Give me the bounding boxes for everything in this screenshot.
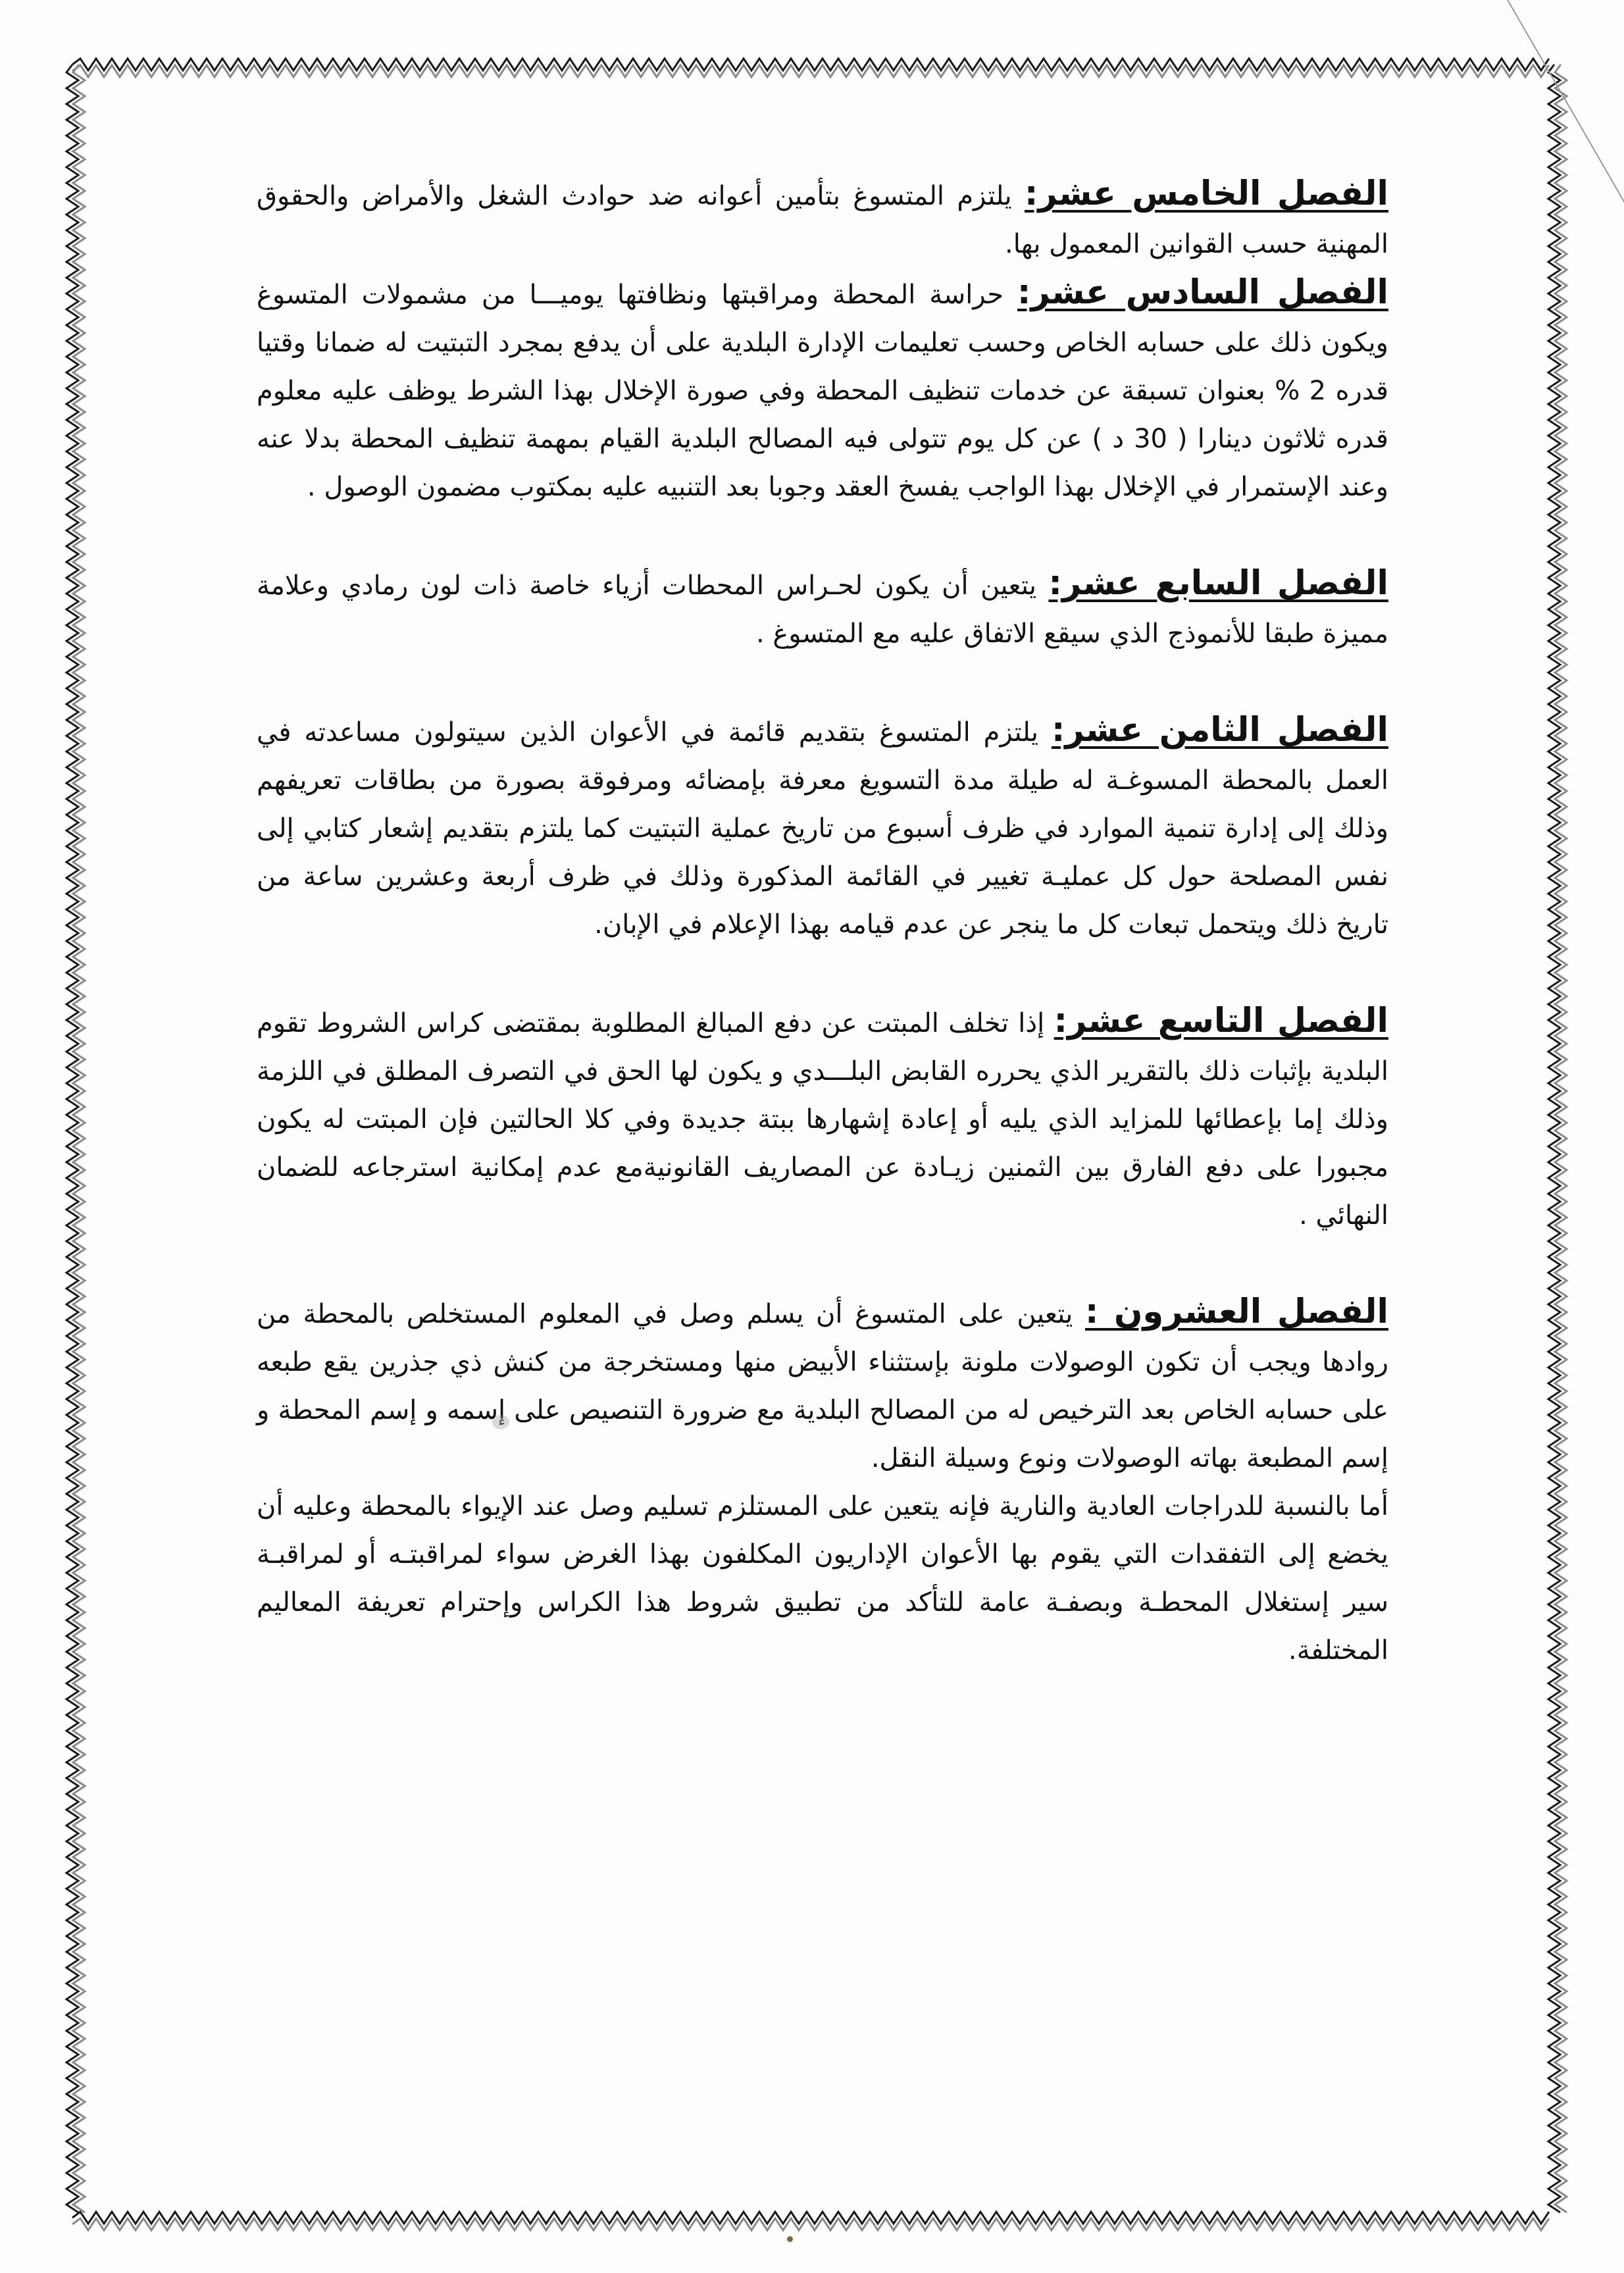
article-text: يلتزم المتسوغ بتأمين أعوانه ضد حوادث الشغل والأمراض والحقوق المهنية حسب القوانين المعمول بها. bbox=[257, 181, 1388, 259]
article-text: أما بالنسبة للدراجات العادية والنارية فإنه يتعين على المستلزم تسليم وصل عند الإيواء بالمحطة وعليه أن يخضع إلى التفقدات التي يقوم بها الأعوان الإداريون المكلفون بهذا الغرض سواء لمراقبتـه أو لمراقبـة سير إستغلال المحطـة وبصفـة عامة للتأكد من تطبيق شروط هذا الكراس وإحترام تعريفة المعاليم المختلفة. bbox=[257, 1491, 1388, 1666]
article-heading: الفصل العشرون : bbox=[1084, 1292, 1388, 1331]
article-text: يتعين على المتسوغ أن يسلم وصل في المعلوم المستخلص بالمحطة من روادها ويجب أن تكون الوصولات ملونة بإستثناء الأبيض منها ومستخرجة من كنش ذي جذرين يقع طبعه على حسابه الخاص بعد الترخيص له من المصالح البلدية مع ضرورة التنصيص على إسمه و إسم المحطة و إسم المطبعة بهاته الوصولات ونوع وسيلة النقل. bbox=[257, 1299, 1388, 1473]
article-15 bbox=[257, 170, 1388, 268]
article-16 bbox=[257, 268, 1388, 511]
article-19 bbox=[257, 997, 1388, 1240]
spacer bbox=[257, 511, 1388, 559]
article-20 bbox=[257, 1288, 1388, 1483]
article-heading: الفصل الثامن عشر: bbox=[1051, 711, 1388, 750]
scan-smudge bbox=[492, 1415, 509, 1429]
article-heading: الفصل التاسع عشر: bbox=[1053, 1002, 1388, 1040]
spacer bbox=[257, 949, 1388, 997]
article-20-continuation bbox=[257, 1483, 1388, 1675]
article-17 bbox=[257, 559, 1388, 658]
spacer bbox=[257, 1240, 1388, 1288]
scan-speck bbox=[787, 2236, 793, 2242]
article-text: حراسة المحطة ومراقبتها ونظافتها يوميـــا من مشمولات المتسوغ ويكون ذلك على حسابه الخاص وحسب تعليمات الإدارة البلدية على أن يدفع بمجرد التبتيت له ضمانا وقتيا قدره 2 % بعنوان تسبقة عن خدمات تنظيف المحطة وفي صورة الإخلال بهذا الشرط يوظف عليه معلوم قدره ثلاثون دينارا ( 30 د ) عن كل يوم تتولى فيه المصالح البلدية القيام بمهمة تنظيف المحطة بدلا عنه وعند الإستمرار في الإخلال بهذا الواجب يفسخ العقد وجوبا بعد التنبيه عليه بمكتوب مضمون الوصول . bbox=[257, 280, 1388, 502]
article-heading: الفصل السابع عشر: bbox=[1048, 564, 1388, 603]
document-body bbox=[257, 170, 1388, 1675]
article-heading: الفصل الخامس عشر: bbox=[1025, 174, 1389, 213]
article-text: يلتزم المتسوغ بتقديم قائمة في الأعوان الذين سيتولون مساعدته في العمل بالمحطة المسوغـة له طيلة مدة التسويغ معرفة بإمضائه ومرفوقة بصورة من بطاقات تعريفهم وذلك إلى إدارة تنمية الموارد في ظرف أسبوع من تاريخ عملية التبتيت كما يلتزم بتقديم إشعار كتابي إلى نفس المصلحة حول كل عمليـة تغيير في القائمة المذكورة وذلك في ظرف أربعة وعشرين ساعة من تاريخ ذلك ويتحمل تبعات كل ما ينجر عن عدم قيامه بهذا الإعلام في الإبان. bbox=[257, 717, 1388, 940]
spacer bbox=[257, 658, 1388, 706]
article-heading: الفصل السادس عشر: bbox=[1017, 273, 1389, 312]
article-text: يتعين أن يكون لحـراس المحطات أزياء خاصة ذات لون رمادي وعلامة مميزة طبقا للأنموذج الذي سيقع الاتفاق عليه مع المتسوغ . bbox=[257, 571, 1388, 649]
article-18 bbox=[257, 706, 1388, 949]
article-text: إذا تخلف المبتت عن دفع المبالغ المطلوبة بمقتضى كراس الشروط تقوم البلدية بإثبات ذلك بالتقرير الذي يحرره القابض البلـــدي و يكون لها الحق في التصرف المطلق في اللزمة وذلك إما بإعطائها للمزايد الذي يليه أو إعادة إشهارها ببتة جديدة وفي كلا الحالتين فإن المبتت له يكون مجبورا على دفع الفارق بين الثمنين زيـادة عن المصاريف القانونيةمع عدم إمكانية استرجاعه للضمان النهائي . bbox=[257, 1008, 1388, 1231]
